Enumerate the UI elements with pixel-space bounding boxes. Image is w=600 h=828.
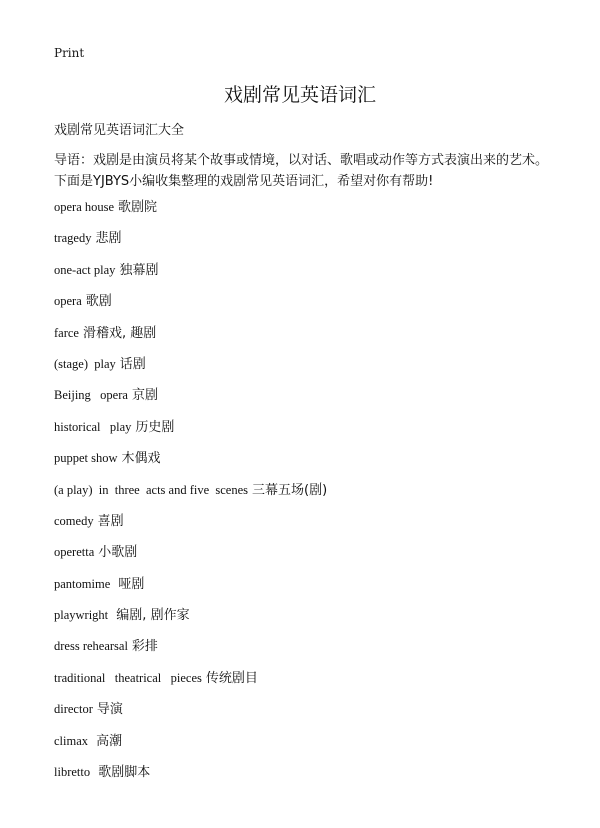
vocab-english: (stage) play [54, 356, 116, 371]
vocab-item [54, 198, 554, 229]
vocab-chinese: 编剧, 剧作家 [112, 608, 190, 624]
vocab-chinese: 歌剧院 [118, 200, 158, 215]
vocab-english: libretto [54, 765, 91, 780]
vocab-item [54, 386, 554, 417]
vocab-item [54, 512, 554, 543]
vocab-english: Beijing opera [54, 388, 128, 403]
vocab-chinese: 歌剧脚本 [94, 765, 151, 781]
vocab-item [54, 732, 554, 763]
vocab-chinese: 传统剧目 [205, 670, 258, 686]
vocab-chinese: 彩排 [131, 639, 158, 655]
article-subtitle: 戏剧常见英语词汇大全 [54, 123, 185, 138]
vocab-item [54, 481, 554, 512]
vocab-chinese: 三幕五场(剧) [252, 482, 328, 498]
vocab-chinese: 小歌剧 [98, 545, 138, 561]
vocab-item [54, 606, 554, 637]
vocab-chinese: 歌剧 [85, 294, 112, 310]
vocab-english: historical play [54, 419, 132, 434]
vocab-item [54, 292, 554, 323]
vocab-item [54, 449, 554, 480]
vocab-item [54, 575, 554, 606]
vocab-chinese: 话剧 [119, 356, 146, 372]
vocabulary-list [54, 198, 554, 794]
vocab-item [54, 763, 554, 794]
vocab-english: (a play) in three acts and five scenes [54, 482, 249, 497]
vocab-english: dress rehearsal [54, 639, 128, 654]
vocab-english: climax [54, 733, 89, 748]
vocab-chinese: 独幕剧 [119, 262, 159, 278]
vocab-english: opera [54, 294, 82, 309]
vocab-chinese: 高潮 [92, 733, 123, 749]
vocab-item [54, 637, 554, 668]
vocab-english: pantomime [54, 576, 111, 591]
vocab-chinese: 悲剧 [95, 231, 122, 247]
vocab-item [54, 669, 554, 700]
vocab-english: operetta [54, 545, 95, 560]
vocab-english: one-act play [54, 262, 116, 277]
vocab-chinese: 喜剧 [97, 513, 124, 529]
vocab-item [54, 229, 554, 260]
print-link[interactable]: Print [54, 46, 85, 60]
vocab-item [54, 261, 554, 292]
vocab-english: farce [54, 325, 79, 340]
article-intro: 导语：戏剧是由演员将某个故事或情境，以对话、歌唱或动作等方式表演出来的艺术。下面是YJBYS小编收集整理的戏剧常见英语词汇，希望对你有帮助! [54, 153, 549, 189]
vocab-english: puppet show [54, 451, 118, 466]
page-title: 戏剧常见英语词汇 [223, 84, 376, 106]
vocab-item [54, 418, 554, 449]
vocab-english: director [54, 702, 93, 717]
vocab-english: traditional theatrical pieces [54, 670, 202, 685]
vocab-chinese: 历史剧 [135, 419, 175, 435]
vocab-item [54, 324, 554, 355]
vocab-chinese: 滑稽戏, 趣剧 [82, 325, 157, 341]
vocab-item [54, 700, 554, 731]
vocab-chinese: 木偶戏 [121, 451, 161, 467]
vocab-chinese: 哑剧 [114, 576, 145, 592]
vocab-chinese: 导演 [96, 702, 123, 718]
vocab-english: playwright [54, 608, 109, 623]
vocab-item [54, 543, 554, 574]
vocab-english: comedy [54, 513, 94, 528]
vocab-chinese: 京剧 [131, 388, 158, 404]
vocab-item [54, 355, 554, 386]
vocab-english: tragedy [54, 231, 92, 246]
vocab-english: opera house [54, 200, 115, 214]
